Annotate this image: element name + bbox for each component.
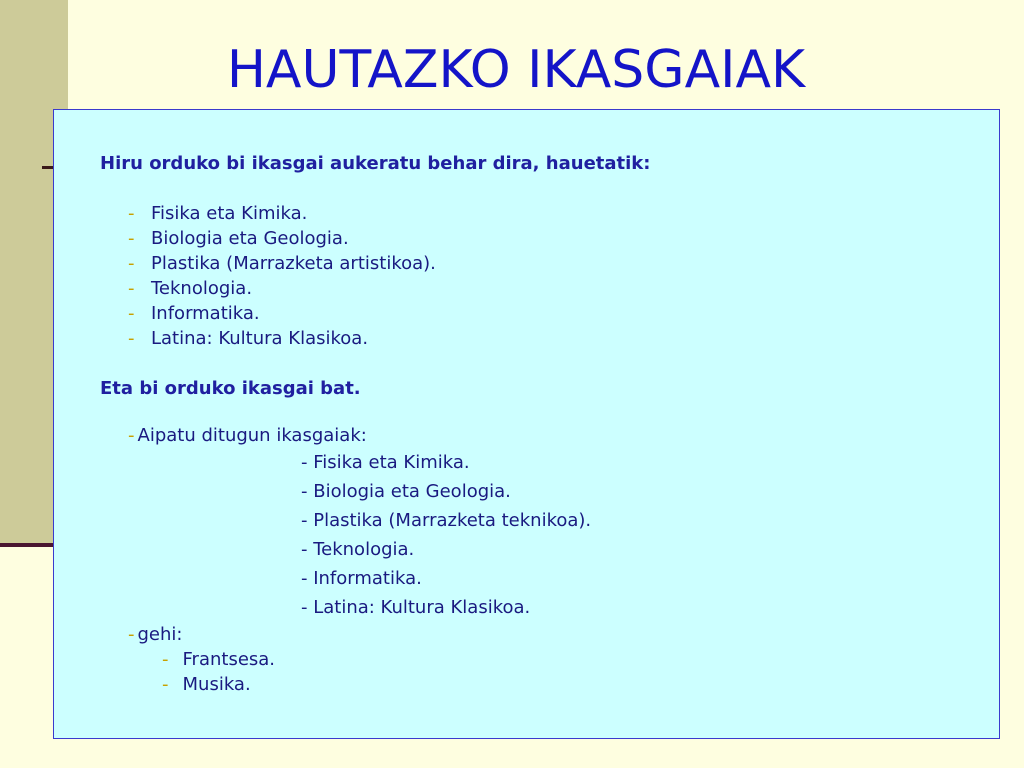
intro-heading: Hiru orduko bi ikasgai aukeratu behar dira, hauetatik: — [100, 153, 651, 174]
list-item: - Plastika (Marrazketa artistikoa). — [128, 253, 436, 274]
dash-bullet: - — [128, 253, 135, 274]
dash-bullet: - — [128, 203, 135, 224]
list-item: - Fisika eta Kimika. — [128, 203, 308, 224]
list-item: - Biologia eta Geologia. — [128, 228, 349, 249]
dash-bullet: - — [128, 228, 135, 249]
list-item: - Latina: Kultura Klasikoa. — [301, 597, 531, 618]
list-item: - Fisika eta Kimika. — [301, 452, 470, 473]
list-item: - Frantsesa. — [162, 649, 276, 670]
dash-bullet: - — [128, 425, 135, 446]
two-hour-heading: Eta bi orduko ikasgai bat. — [100, 378, 361, 399]
extra-subject-list — [100, 647, 980, 697]
list-item: - Musika. — [162, 674, 251, 695]
list-item: - Informatika. — [128, 303, 260, 324]
accent-rule-bottom — [0, 543, 55, 547]
list-item: - Biologia eta Geologia. — [301, 481, 511, 502]
content-text — [100, 151, 980, 697]
list-item: - Informatika. — [301, 568, 422, 589]
mentioned-subjects-label: - Aipatu ditugun ikasgaiak: — [128, 425, 367, 446]
dash-bullet: - — [162, 674, 169, 695]
list-item: - Plastika (Marrazketa teknikoa). — [301, 510, 592, 531]
plus-label: - gehi: — [128, 624, 183, 645]
dash-bullet: - — [162, 649, 169, 670]
slide-title: HAUTAZKO IKASGAIAK — [226, 40, 806, 100]
dash-bullet: - — [128, 328, 135, 349]
list-item: - Teknologia. — [301, 539, 415, 560]
mentioned-subject-list — [301, 448, 980, 622]
three-hour-subject-list — [100, 201, 980, 351]
dash-bullet: - — [128, 278, 135, 299]
dash-bullet: - — [128, 624, 135, 645]
list-item: - Latina: Kultura Klasikoa. — [128, 328, 369, 349]
list-item: - Teknologia. — [128, 278, 253, 299]
dash-bullet: - — [128, 303, 135, 324]
